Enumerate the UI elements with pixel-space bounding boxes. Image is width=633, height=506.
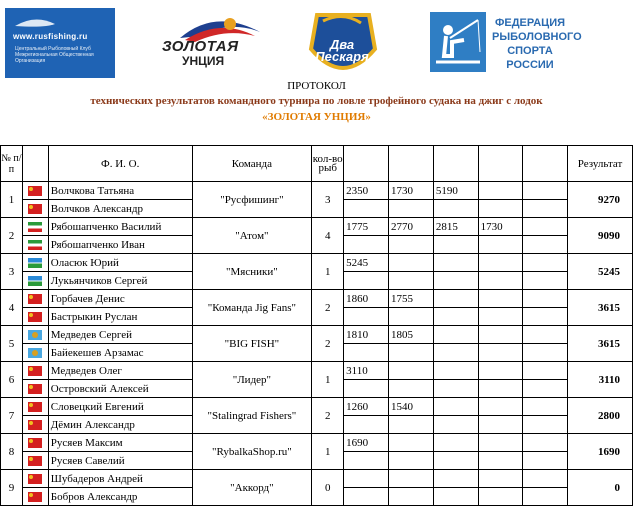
catch-weight xyxy=(433,254,478,272)
team-name: "Русфишинг" xyxy=(192,182,312,218)
catch-weight xyxy=(523,398,568,416)
participant-1: Горбачев Денис xyxy=(48,290,192,308)
catch-weight xyxy=(433,326,478,344)
result-total: 5245 xyxy=(568,254,633,290)
catch-weight-empty xyxy=(344,236,389,254)
catch-weight xyxy=(478,434,523,452)
participant-1: Оласюк Юрий xyxy=(48,254,192,272)
flag-icon xyxy=(28,384,42,394)
federation-logo xyxy=(430,10,582,75)
participant-1: Русяев Максим xyxy=(48,434,192,452)
federation-text: ФЕДЕРАЦИЯ РЫБОЛОВНОГО СПОРТА РОССИИ xyxy=(492,17,582,71)
catch-weight-empty xyxy=(433,308,478,326)
catch-weight xyxy=(523,182,568,200)
catch-weight-empty xyxy=(478,380,523,398)
team-name: "Лидер" xyxy=(192,362,312,398)
row-number: 6 xyxy=(1,362,23,398)
region-flag-icon xyxy=(22,452,48,470)
participant-2: Островский Алексей xyxy=(48,380,192,398)
catch-weight-empty xyxy=(478,308,523,326)
catch-weight xyxy=(433,434,478,452)
catch-weight xyxy=(433,290,478,308)
flag-icon xyxy=(28,312,42,322)
event-name: «ЗОЛОТАЯ УНЦИЯ» xyxy=(262,111,371,123)
fish-count: 4 xyxy=(312,218,344,254)
catch-weight-empty xyxy=(478,416,523,434)
row-number: 2 xyxy=(1,218,23,254)
flag-icon xyxy=(28,492,42,502)
table-header xyxy=(1,146,633,182)
catch-weight xyxy=(478,182,523,200)
region-flag-icon xyxy=(22,398,48,416)
catch-weight-empty xyxy=(523,344,568,362)
catch-weight xyxy=(523,254,568,272)
catch-weight-empty xyxy=(523,272,568,290)
region-flag-icon xyxy=(22,218,48,236)
flag-icon xyxy=(28,258,42,268)
result-total: 3615 xyxy=(568,326,633,362)
team-name: "BIG FISH" xyxy=(192,326,312,362)
catch-weight xyxy=(344,470,389,488)
region-flag-icon xyxy=(22,272,48,290)
region-flag-icon xyxy=(22,236,48,254)
participant-2: Волчков Александр xyxy=(48,200,192,218)
dp-text: Два Пескаря xyxy=(315,37,369,64)
catch-weight xyxy=(388,470,433,488)
catch-weight xyxy=(478,362,523,380)
catch-weight-empty xyxy=(433,452,478,470)
fish-count: 1 xyxy=(312,362,344,398)
catch-weight: 1860 xyxy=(344,290,389,308)
participant-2: Байекешев Арзамас xyxy=(48,344,192,362)
region-flag-icon xyxy=(22,416,48,434)
col-fio: Ф. И. О. xyxy=(48,146,192,182)
catch-weight xyxy=(433,398,478,416)
catch-weight-empty xyxy=(523,380,568,398)
catch-weight-empty xyxy=(344,416,389,434)
catch-weight-empty xyxy=(388,272,433,290)
participant-1: Словецкий Евгений xyxy=(48,398,192,416)
row-number: 7 xyxy=(1,398,23,434)
catch-weight-empty xyxy=(388,380,433,398)
region-flag-icon xyxy=(22,290,48,308)
catch-weight: 2350 xyxy=(344,182,389,200)
fish-count: 2 xyxy=(312,398,344,434)
fish-count: 2 xyxy=(312,290,344,326)
flag-icon xyxy=(28,276,42,286)
fish-icon xyxy=(5,8,115,78)
team-name: "Атом" xyxy=(192,218,312,254)
catch-weight xyxy=(478,326,523,344)
participant-1: Рябошапченко Василий xyxy=(48,218,192,236)
flag-icon xyxy=(28,456,42,466)
participant-2: Рябошапченко Иван xyxy=(48,236,192,254)
region-flag-icon xyxy=(22,308,48,326)
team-name: "Мясники" xyxy=(192,254,312,290)
page-title: ПРОТОКОЛ xyxy=(287,80,346,92)
flag-icon xyxy=(28,330,42,340)
catch-weight: 2815 xyxy=(433,218,478,236)
catch-weight: 1690 xyxy=(344,434,389,452)
catch-weight xyxy=(523,362,568,380)
catch-weight-empty xyxy=(523,236,568,254)
catch-weight xyxy=(388,254,433,272)
catch-weight-empty xyxy=(388,416,433,434)
results-table xyxy=(0,145,633,506)
catch-weight-empty xyxy=(478,488,523,506)
region-flag-icon xyxy=(22,362,48,380)
catch-weight-empty xyxy=(433,380,478,398)
catch-weight xyxy=(388,434,433,452)
result-total: 9090 xyxy=(568,218,633,254)
result-total: 3110 xyxy=(568,362,633,398)
col-result: Результат xyxy=(568,146,633,182)
catch-weight-empty xyxy=(388,236,433,254)
rusfishing-caption: Центральный Рыболовный Клуб Межрегиональная Общественная Организация xyxy=(15,46,94,64)
table-row xyxy=(1,182,633,200)
catch-weight: 1260 xyxy=(344,398,389,416)
catch-weight xyxy=(433,362,478,380)
flag-icon xyxy=(28,366,42,376)
region-flag-icon xyxy=(22,254,48,272)
flag-icon xyxy=(28,402,42,412)
table-row xyxy=(1,398,633,416)
catch-weight xyxy=(478,470,523,488)
flag-icon xyxy=(28,240,42,250)
fish-count: 3 xyxy=(312,182,344,218)
fish-count: 2 xyxy=(312,326,344,362)
dva-peskarya-logo xyxy=(303,9,383,81)
flag-icon xyxy=(28,420,42,430)
col-v1 xyxy=(344,146,389,182)
catch-weight: 1755 xyxy=(388,290,433,308)
catch-weight: 5190 xyxy=(433,182,478,200)
fish-count: 0 xyxy=(312,470,344,506)
participant-1: Шубадеров Андрей xyxy=(48,470,192,488)
col-count: кол-во рыб xyxy=(312,146,344,182)
zu-line2: УНЦИЯ xyxy=(182,54,225,68)
catch-weight-empty xyxy=(523,200,568,218)
catch-weight xyxy=(388,362,433,380)
participant-2: Лукьянчиков Сергей xyxy=(48,272,192,290)
result-total: 9270 xyxy=(568,182,633,218)
region-flag-icon xyxy=(22,470,48,488)
catch-weight-empty xyxy=(344,272,389,290)
participant-2: Бобров Александр xyxy=(48,488,192,506)
catch-weight-empty xyxy=(478,200,523,218)
table-row xyxy=(1,470,633,488)
catch-weight: 1810 xyxy=(344,326,389,344)
participant-1: Медведев Олег xyxy=(48,362,192,380)
catch-weight xyxy=(433,470,478,488)
table-row xyxy=(1,254,633,272)
flag-icon xyxy=(28,204,42,214)
catch-weight xyxy=(478,398,523,416)
catch-weight-empty xyxy=(344,380,389,398)
catch-weight: 1540 xyxy=(388,398,433,416)
table-row xyxy=(1,218,633,236)
catch-weight: 1775 xyxy=(344,218,389,236)
row-number: 1 xyxy=(1,182,23,218)
catch-weight-empty xyxy=(388,452,433,470)
catch-weight-empty xyxy=(344,308,389,326)
catch-weight xyxy=(523,290,568,308)
catch-weight-empty xyxy=(433,272,478,290)
page-subtitle: технических результатов командного турнира по ловле трофейного судака на джиг с лодок xyxy=(90,95,543,107)
catch-weight-empty xyxy=(388,308,433,326)
catch-weight-empty xyxy=(433,416,478,434)
flag-icon xyxy=(28,222,42,232)
catch-weight-empty xyxy=(344,200,389,218)
catch-weight-empty xyxy=(388,344,433,362)
col-v5 xyxy=(523,146,568,182)
catch-weight xyxy=(523,218,568,236)
participant-2: Бастрыкин Руслан xyxy=(48,308,192,326)
result-total: 2800 xyxy=(568,398,633,434)
participant-2: Русяев Савелий xyxy=(48,452,192,470)
logo-bar xyxy=(0,0,633,82)
table-row xyxy=(1,434,633,452)
flag-icon xyxy=(28,186,42,196)
col-v2 xyxy=(388,146,433,182)
col-num: № п/п xyxy=(1,146,23,182)
zu-line1: ЗОЛОТАЯ xyxy=(162,38,239,55)
row-number: 4 xyxy=(1,290,23,326)
row-number: 5 xyxy=(1,326,23,362)
catch-weight xyxy=(478,254,523,272)
row-number: 8 xyxy=(1,434,23,470)
team-name: "Аккорд" xyxy=(192,470,312,506)
row-number: 9 xyxy=(1,470,23,506)
participant-2: Дёмин Александр xyxy=(48,416,192,434)
col-team: Команда xyxy=(192,146,312,182)
result-total: 3615 xyxy=(568,290,633,326)
table-row xyxy=(1,362,633,380)
catch-weight-empty xyxy=(388,200,433,218)
participant-1: Медведев Сергей xyxy=(48,326,192,344)
catch-weight-empty xyxy=(433,200,478,218)
catch-weight-empty xyxy=(344,452,389,470)
catch-weight-empty xyxy=(523,308,568,326)
table-row xyxy=(1,326,633,344)
region-flag-icon xyxy=(22,434,48,452)
fish-count: 1 xyxy=(312,254,344,290)
flag-icon xyxy=(28,294,42,304)
catch-weight-empty xyxy=(433,236,478,254)
catch-weight: 2770 xyxy=(388,218,433,236)
col-flag xyxy=(22,146,48,182)
result-total: 1690 xyxy=(568,434,633,470)
catch-weight-empty xyxy=(433,344,478,362)
zolotaya-unciya-logo xyxy=(160,10,270,70)
catch-weight-empty xyxy=(478,344,523,362)
catch-weight-empty xyxy=(523,488,568,506)
team-name: "RybalkaShop.ru" xyxy=(192,434,312,470)
region-flag-icon xyxy=(22,488,48,506)
catch-weight-empty xyxy=(523,452,568,470)
catch-weight: 1730 xyxy=(388,182,433,200)
catch-weight-empty xyxy=(344,344,389,362)
team-name: "Stalingrad Fishers" xyxy=(192,398,312,434)
catch-weight-empty xyxy=(344,488,389,506)
flag-icon xyxy=(28,438,42,448)
catch-weight-empty xyxy=(478,272,523,290)
table-row xyxy=(1,290,633,308)
region-flag-icon xyxy=(22,200,48,218)
catch-weight-empty xyxy=(388,488,433,506)
team-name: "Команда Jig Fans" xyxy=(192,290,312,326)
catch-weight: 3110 xyxy=(344,362,389,380)
region-flag-icon xyxy=(22,182,48,200)
catch-weight xyxy=(523,434,568,452)
result-total: 0 xyxy=(568,470,633,506)
catch-weight-empty xyxy=(523,416,568,434)
col-v4 xyxy=(478,146,523,182)
region-flag-icon xyxy=(22,380,48,398)
region-flag-icon xyxy=(22,344,48,362)
catch-weight xyxy=(523,326,568,344)
col-v3 xyxy=(433,146,478,182)
catch-weight: 1730 xyxy=(478,218,523,236)
fish-count: 1 xyxy=(312,434,344,470)
catch-weight-empty xyxy=(478,452,523,470)
row-number: 3 xyxy=(1,254,23,290)
catch-weight: 1805 xyxy=(388,326,433,344)
flag-icon xyxy=(28,474,42,484)
catch-weight xyxy=(478,290,523,308)
catch-weight-empty xyxy=(433,488,478,506)
catch-weight: 5245 xyxy=(344,254,389,272)
participant-1: Волчкова Татьяна xyxy=(48,182,192,200)
region-flag-icon xyxy=(22,326,48,344)
flag-icon xyxy=(28,348,42,358)
rusfishing-url: www.rusfishing.ru xyxy=(13,32,88,41)
catch-weight xyxy=(523,470,568,488)
rusfishing-logo xyxy=(5,8,115,78)
catch-weight-empty xyxy=(478,236,523,254)
angler-icon xyxy=(430,12,486,72)
